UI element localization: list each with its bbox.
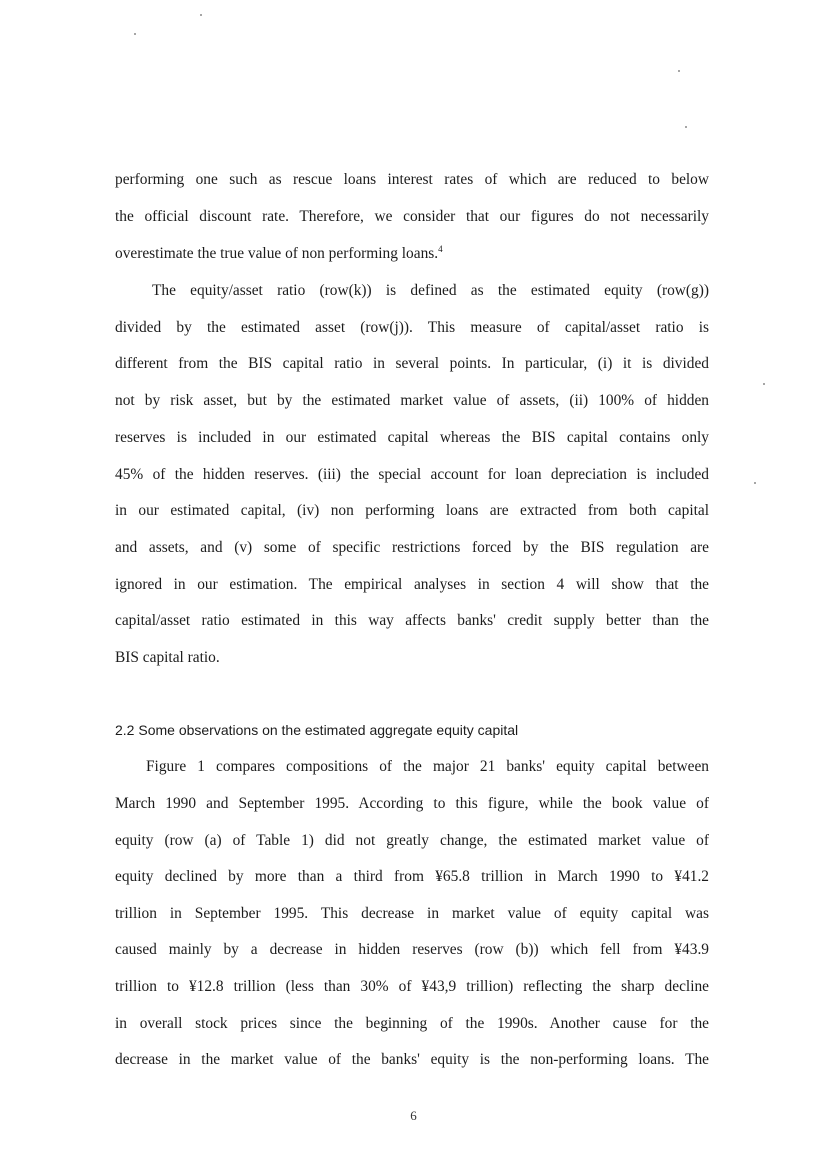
- paragraph-3-line: equity declined by more than a third from ¥65.8 trillion in March 1990 to ¥41.2: [115, 868, 709, 885]
- paragraph-2-line: different from the BIS capital ratio in several points. In particular, (i) it is divided: [115, 355, 709, 372]
- paragraph-3-line: Figure 1 compares compositions of the major 21 banks' equity capital between: [146, 758, 709, 775]
- paragraph-2-line: divided by the estimated asset (row(j)). This measure of capital/asset ratio is: [115, 319, 709, 336]
- scan-speck: [134, 33, 136, 35]
- paragraph-3-line: March 1990 and September 1995. According to this figure, while the book value of: [115, 795, 709, 812]
- paragraph-2-line: 45% of the hidden reserves. (iii) the special account for loan depreciation is included: [115, 466, 709, 483]
- paragraph-3-line: decrease in the market value of the banks' equity is the non-performing loans. The: [115, 1051, 709, 1068]
- paragraph-1-last-line: [115, 244, 709, 264]
- paragraph-2-line: capital/asset ratio estimated in this way affects banks' credit supply better than the: [115, 612, 709, 629]
- page-number: 6: [410, 1108, 417, 1123]
- paragraph-3-line: trillion to ¥12.8 trillion (less than 30% of ¥43,9 trillion) reflecting the sharp decline: [115, 978, 709, 995]
- paragraph-2-line: not by risk asset, but by the estimated market value of assets, (ii) 100% of hidden: [115, 392, 709, 409]
- paragraph-2-last-line: BIS capital ratio.: [115, 649, 220, 666]
- paragraph-2-line: ignored in our estimation. The empirical analyses in section 4 will show that the: [115, 576, 709, 593]
- paragraph-2-line: The equity/asset ratio (row(k)) is defined as the estimated equity (row(g)): [152, 282, 709, 299]
- paragraph-1-last-text: overestimate the true value of non performing loans.: [115, 245, 439, 262]
- paragraph-3-line: in overall stock prices since the beginning of the 1990s. Another cause for the: [115, 1015, 709, 1032]
- paragraph-1-line: the official discount rate. Therefore, we consider that our figures do not necessarily: [115, 208, 709, 225]
- scan-speck: [754, 482, 756, 484]
- paragraph-1-line: performing one such as rescue loans interest rates of which are reduced to below: [115, 171, 709, 188]
- paragraph-2-line: reserves is included in our estimated capital whereas the BIS capital contains only: [115, 429, 709, 446]
- paragraph-2-line: and assets, and (v) some of specific restrictions forced by the BIS regulation are: [115, 539, 709, 556]
- scan-speck: [763, 383, 765, 385]
- footnote-marker: 4: [438, 243, 443, 254]
- paragraph-2-line: in our estimated capital, (iv) non performing loans are extracted from both capital: [115, 502, 709, 519]
- paragraph-3-line: equity (row (a) of Table 1) did not greatly change, the estimated market value of: [115, 832, 709, 849]
- paragraph-3-line: caused mainly by a decrease in hidden reserves (row (b)) which fell from ¥43.9: [115, 941, 709, 958]
- scan-speck: [685, 126, 687, 128]
- scan-speck: [200, 14, 202, 16]
- paragraph-3-line: trillion in September 1995. This decrease in market value of equity capital was: [115, 905, 709, 922]
- scan-speck: [678, 70, 680, 72]
- section-heading: 2.2 Some observations on the estimated aggregate equity capital: [115, 722, 519, 738]
